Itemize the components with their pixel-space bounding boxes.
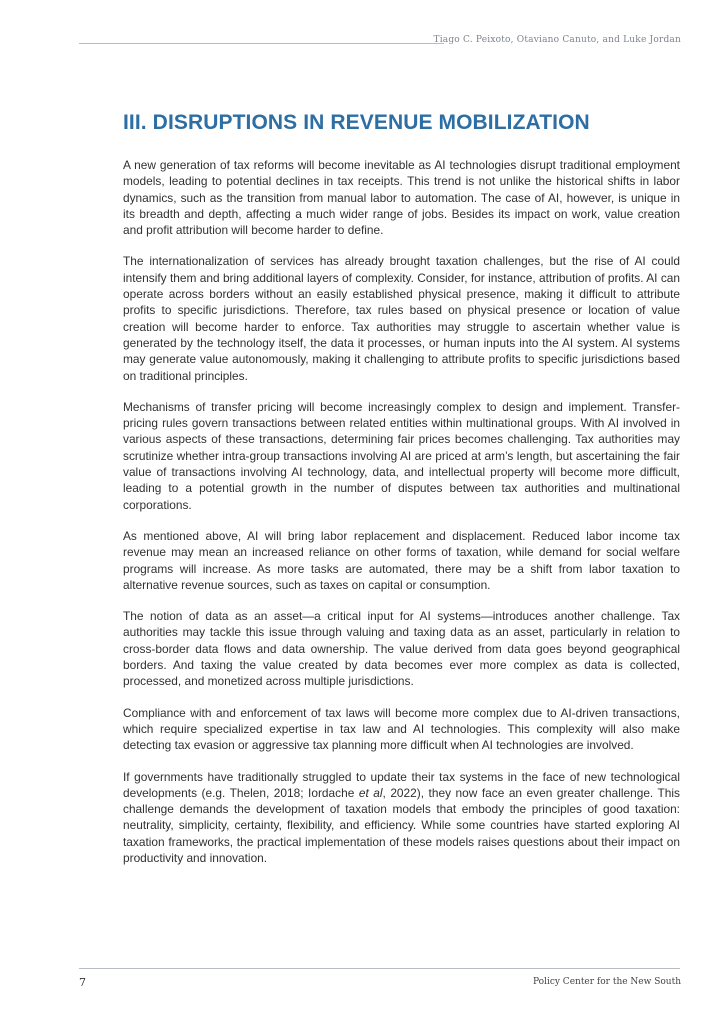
page-number: 7 (79, 976, 86, 989)
paragraph-last (123, 769, 680, 867)
paragraph: A new generation of tax reforms will become inevitable as AI technologies disrupt traditional employment models, leading to potential declines in tax receipts. This trend is not unlike the historical shifts in labor dynamics, such as the transition from manual labor to automation. The case of AI, however, is unique in its breadth and depth, affecting a much wider range of jobs. Besides its impact on work, value creation and profit attribution will become harder to define. (123, 158, 680, 238)
citation-et-al: et al (358, 785, 383, 800)
paragraph-text: If governments have traditionally struggled to update their tax systems in the face of new technological developments (e.g. Thelen, 2018; Iordache (123, 769, 680, 800)
paragraph: The notion of data as an asset—a critical input for AI systems—introduces another challenge. Tax authorities may tackle this issue through valuing and taxing data as an asset, particularly in relation to cross-border data flows and data ownership. The value derived from data goes beyond geographical borders. And taxing the value created by data becomes ever more complex as data is collected, processed, and monetized across multiple jurisdictions. (123, 609, 680, 689)
footer-organization: Policy Center for the New South (532, 977, 681, 987)
body-text (123, 157, 680, 881)
paragraph-text: , 2022), they now face an even greater challenge. This challenge demands the development of taxation models that embody the principles of good taxation: neutrality, simplicity, certainty, flexibility, and efficiency. While some countries have started exploring AI taxation frameworks, the practical implementation of these models raises questions about their impact on productivity and innovation. (123, 785, 680, 865)
paragraph: Compliance with and enforcement of tax laws will become more complex due to AI-driven transactions, which require specialized expertise in tax law and AI technologies. This complexity will also make detecting tax evasion or aggressive tax planning more difficult when AI technologies are involved. (123, 705, 680, 753)
running-header-authors: Tiago C. Peixoto, Otaviano Canuto, and Luke Jordan (433, 35, 681, 45)
paragraph: As mentioned above, AI will bring labor replacement and displacement. Reduced labor income tax revenue may mean an increased reliance on other forms of taxation, while demand for social welfare programs will increase. As more tasks are automated, there may be a shift from labor taxation to alternative revenue sources, such as taxes on capital or consumption. (123, 528, 680, 592)
paragraph: Mechanisms of transfer pricing will become increasingly complex to design and implement. Transfer-pricing rules govern transactions between related entities within multinational groups. With AI involved in various aspects of these transactions, determining fair prices becomes challenging. Tax authorities may scrutinize whether intra-group transactions involving AI are priced at arm’s length, but ascertaining the fair value of transactions involving AI technology, data, and intellectual property will become more difficult, leading to a potential growth in the number of disputes between tax authorities and multinational corporations. (123, 399, 680, 512)
section-title: III. DISRUPTIONS IN REVENUE MOBILIZATION (123, 111, 590, 134)
paragraph: The internationalization of services has already brought taxation challenges, but the rise of AI could intensify them and bring additional layers of complexity. Consider, for instance, attribution of profits. AI can operate across borders without an easily established physical presence, making it difficult to attribute profits to specific jurisdictions. Therefore, tax rules based on physical presence or location of value creation will become harder to enforce. Tax authorities may struggle to ascertain whether value is generated by the technology itself, the data it processes, or human inputs into the AI system. AI systems may generate value autonomously, making it challenging to attribute profits to specific jurisdictions based on traditional principles. (123, 254, 680, 383)
footer-divider (79, 968, 680, 969)
header-divider (79, 43, 444, 44)
